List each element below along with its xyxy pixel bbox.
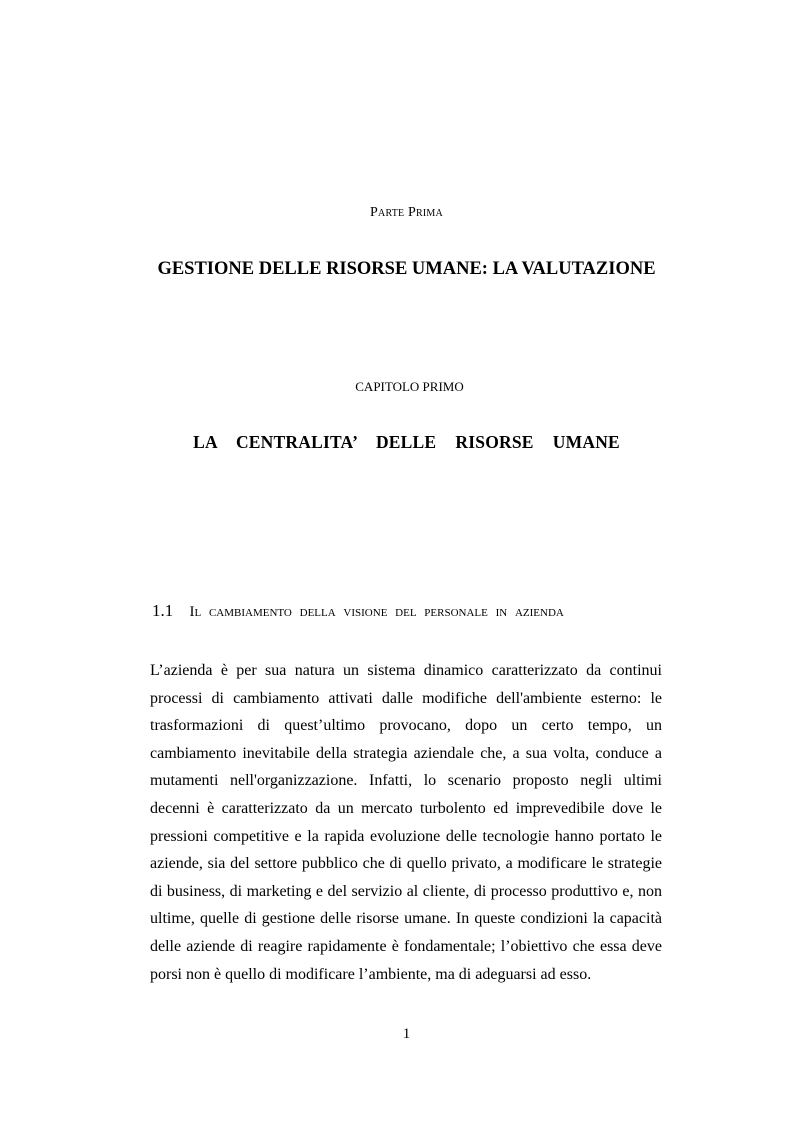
body-line: porsi non è quello di modificare l’ambiente, ma di adeguarsi ad esso. [150,965,592,983]
body-line: cambiamento inevitabile della strategia aziendale che, a sua volta, conduce a [150,744,662,762]
chapter-title: LA CENTRALITA’ DELLE RISORSE UMANE [193,432,620,452]
section-heading [152,601,672,621]
chapter-label: CAPITOLO PRIMO [355,379,464,394]
body-line: aziende, sia del settore pubblico che di quello privato, a modificare le strategie [150,855,662,873]
section-title: Il cambiamento della visione del personale in azienda [189,604,564,620]
body-line: decenni è caratterizzato da un mercato turbolento ed imprevedibile dove le [150,799,662,817]
body-line: trasformazioni di quest’ultimo provocano, dopo un certo tempo, un [150,717,662,735]
body-line: delle aziende di reagire rapidamente è fondamentale; l’obiettivo che essa deve [150,937,662,955]
body-line: di business, di marketing e del servizio al cliente, di processo produttivo e, non [150,882,662,900]
body-line: L’azienda è per sua natura un sistema dinamico caratterizzato da continui [150,662,662,679]
part-title: GESTIONE DELLE RISORSE UMANE: LA VALUTAZIONE [157,259,656,279]
body-line: processi di cambiamento attivati dalle modifiche dell'ambiente esterno: le [150,689,662,707]
body-line: pressioni competitive e la rapida evoluzione delle tecnologie hanno portato le [150,827,662,845]
page-number: 1 [402,1026,411,1042]
body-line: mutamenti nell'organizzazione. Infatti, lo scenario proposto negli ultimi [150,772,662,790]
section-number: 1.1 [152,601,174,620]
body-paragraph [150,657,662,988]
body-line: ultime, quelle di gestione delle risorse umane. In queste condizioni la capacità [150,910,662,928]
part-label: Parte Prima [370,205,443,220]
